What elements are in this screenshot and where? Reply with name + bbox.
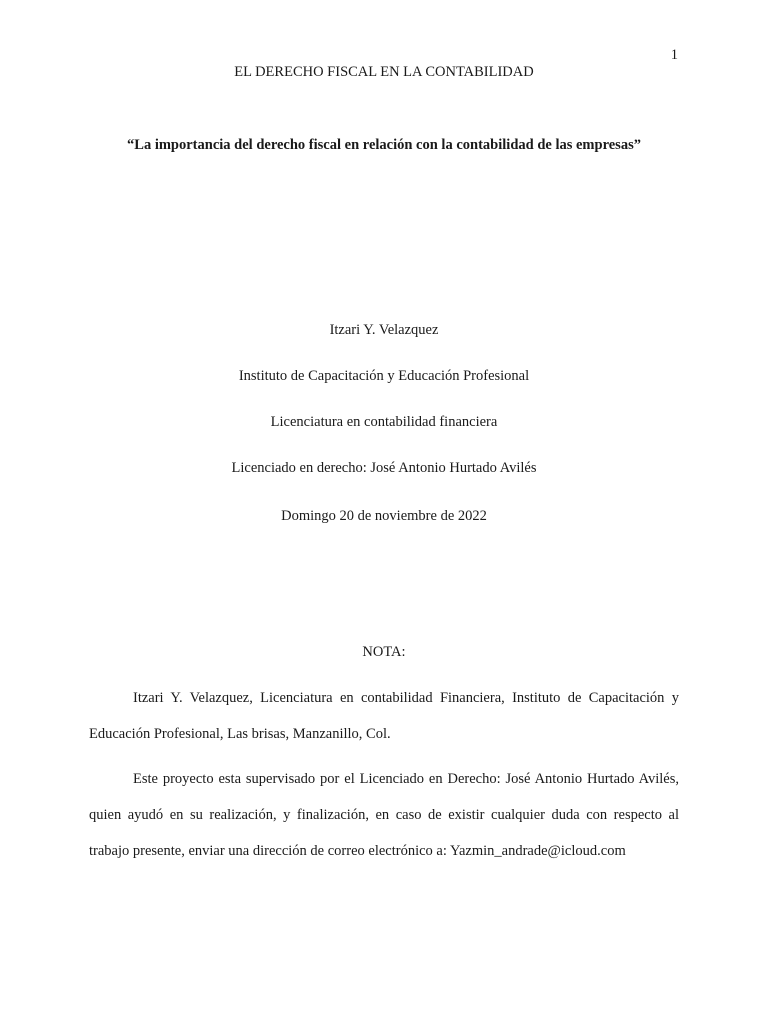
instructor-name: Licenciado en derecho: José Antonio Hurtado Avilés xyxy=(231,460,537,476)
program-name: Licenciatura en contabilidad financiera xyxy=(270,414,498,430)
institution-name: Instituto de Capacitación y Educación Profesional xyxy=(238,368,530,384)
running-head: EL DERECHO FISCAL EN LA CONTABILIDAD xyxy=(234,64,534,80)
page-number: 1 xyxy=(670,47,678,63)
submission-date: Domingo 20 de noviembre de 2022 xyxy=(281,508,487,524)
note-paragraph-supervision: Este proyecto esta supervisado por el Licenciado en Derecho: José Antonio Hurtado Avilés, quien ayudó en su realización, y finalización, en caso de existir cualquier duda con respecto al trabajo presente, enviar una dirección de correo electrónico a: Yazmin_andrade@icloud.com xyxy=(89,771,679,859)
author-name: Itzari Y. Velazquez xyxy=(329,322,439,338)
document-title: “La importancia del derecho fiscal en relación con la contabilidad de las empresas” xyxy=(127,137,641,153)
note-paragraph-affiliation: Itzari Y. Velazquez, Licenciatura en contabilidad Financiera, Instituto de Capacitación y Educación Profesional, Las brisas, Manzanillo, Col. xyxy=(89,690,679,742)
note-heading: NOTA: xyxy=(362,644,406,660)
